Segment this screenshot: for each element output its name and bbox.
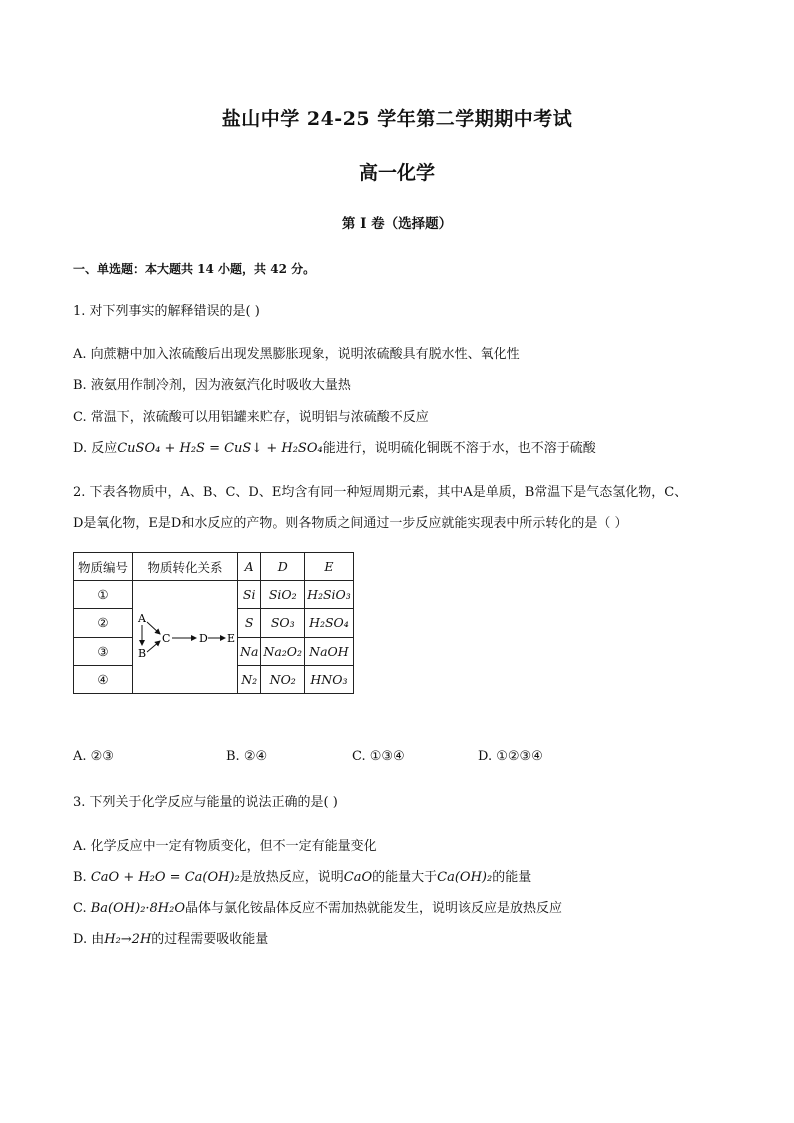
q2-option-c: C. ①③④ <box>352 749 405 764</box>
node-e: E <box>227 632 235 645</box>
q1-option-a: A. 向蔗糖中加入浓硫酸后出现发黑膨胀现象，说明浓硫酸具有脱水性、氧化性 <box>73 347 520 362</box>
q3-b-suffix: 的能量 <box>492 870 532 885</box>
cell-e: H₂SO₄ <box>305 609 354 637</box>
conversion-diagram-svg <box>135 581 235 693</box>
cell-e: NaOH <box>305 637 354 665</box>
q3-option-b <box>73 869 531 887</box>
q1-option-d <box>73 440 596 458</box>
header-d: D <box>261 553 305 581</box>
cell-a: Si <box>238 581 261 609</box>
table-row <box>74 581 354 609</box>
conversion-diagram <box>133 581 238 694</box>
q3-option-c <box>73 900 562 918</box>
row-number: ④ <box>74 665 133 693</box>
header-e: E <box>305 553 354 581</box>
cell-d: NO₂ <box>261 665 305 693</box>
cell-a: N₂ <box>238 665 261 693</box>
q2-stem-line2: D是氧化物，E是D和水反应的产物。则各物质之间通过一步反应就能实现表中所示转化的是（ ） <box>73 516 628 531</box>
header-number: 物质编号 <box>74 553 133 581</box>
q3-stem: 3. 下列关于化学反应与能量的说法正确的是( ) <box>73 795 338 810</box>
q3-c-prefix: C. <box>73 901 91 916</box>
q1-option-c: C. 常温下，浓硫酸可以用铝罐来贮存，说明铝与浓硫酸不反应 <box>73 410 429 425</box>
q2-option-b: B. ②④ <box>226 749 268 764</box>
cell-d: Na₂O₂ <box>261 637 305 665</box>
q2-option-a: A. ②③ <box>73 749 114 764</box>
section-heading: 一、单选题：本大题共 14 小题，共 42 分。 <box>73 262 316 276</box>
node-b: B <box>138 647 147 660</box>
q3-b-cao: CaO <box>343 870 373 885</box>
q2-stem-line1: 2. 下表各物质中，A、B、C、D、E均含有同一种短周期元素，其中A是单质，B常温下是气态氢化物，C、 <box>73 485 688 500</box>
q3-b-prefix: B. <box>73 870 91 885</box>
exam-title: 盐山中学 24-25 学年第二学期期中考试 <box>221 108 573 130</box>
cell-d: SO₃ <box>261 609 305 637</box>
q3-b-mid: 是放热反应，说明 <box>239 870 344 885</box>
conversion-table <box>73 552 354 694</box>
q3-d-suffix: 的过程需要吸收能量 <box>151 932 269 947</box>
node-d: D <box>199 632 208 645</box>
cell-a: Na <box>238 637 261 665</box>
q3-d-formula: H₂→2H <box>104 932 152 947</box>
arrow-a-c <box>147 622 160 634</box>
q3-b-formula: CaO + H₂O = Ca(OH)₂ <box>90 870 240 885</box>
row-number: ② <box>74 609 133 637</box>
q1-d-suffix: 能进行，说明硫化铜既不溶于水，也不溶于硫酸 <box>322 441 596 456</box>
q1-d-prefix: D. 反应 <box>73 441 118 456</box>
cell-d: SiO₂ <box>261 581 305 609</box>
header-a: A <box>238 553 261 581</box>
q1-stem: 1. 对下列事实的解释错误的是( ) <box>73 304 260 319</box>
q3-option-d <box>73 931 268 949</box>
q2-option-d: D. ①②③④ <box>478 749 543 764</box>
table-header-row <box>74 553 354 581</box>
row-number: ③ <box>74 637 133 665</box>
q1-option-b: B. 液氨用作制冷剂，因为液氨汽化时吸收大量热 <box>73 378 351 393</box>
q3-b-mid2: 的能量大于 <box>372 870 438 885</box>
volume-heading: 第 I 卷（选择题） <box>341 216 453 232</box>
q3-c-suffix: 晶体与氯化铵晶体反应不需加热就能发生，说明该反应是放热反应 <box>185 901 563 916</box>
node-c: C <box>162 632 171 645</box>
arrow-b-c <box>147 641 160 652</box>
header-relation: 物质转化关系 <box>133 553 238 581</box>
cell-a: S <box>238 609 261 637</box>
cell-e: H₂SiO₃ <box>305 581 354 609</box>
q1-d-formula: CuSO₄ + H₂S = CuS↓ + H₂SO₄ <box>117 441 323 456</box>
node-a: A <box>138 612 146 625</box>
q3-b-caoh: Ca(OH)₂ <box>437 870 493 885</box>
cell-e: HNO₃ <box>305 665 354 693</box>
q3-d-prefix: D. 由 <box>73 932 105 947</box>
exam-subject: 高一化学 <box>358 162 435 184</box>
q3-option-a: A. 化学反应中一定有物质变化，但不一定有能量变化 <box>73 839 377 854</box>
row-number: ① <box>74 581 133 609</box>
q3-c-formula: Ba(OH)₂·8H₂O <box>90 901 186 916</box>
